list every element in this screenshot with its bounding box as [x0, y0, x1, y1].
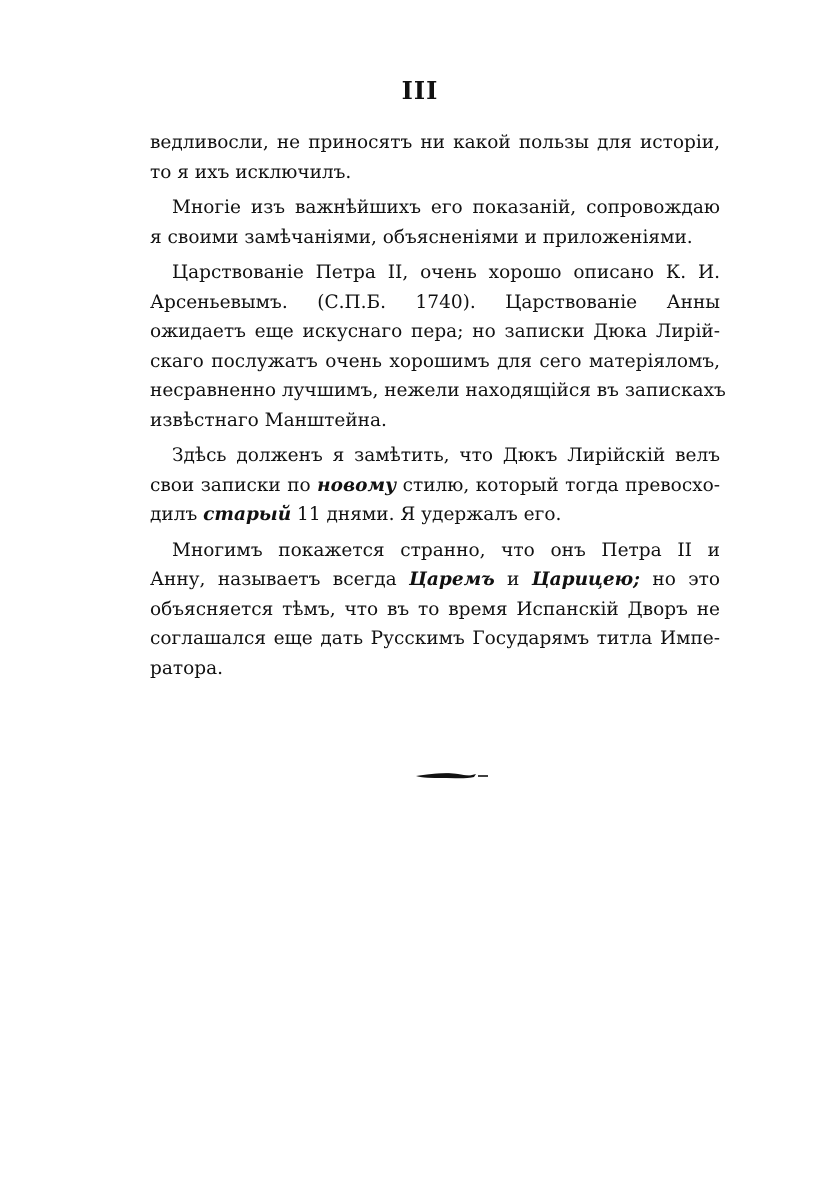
- paragraph-line: то я ихъ исключилъ.: [150, 161, 352, 183]
- text-run: свои записки по: [150, 474, 318, 496]
- paragraph-2: [150, 193, 720, 252]
- page-number: III: [401, 76, 439, 105]
- paragraph-1: [150, 128, 720, 187]
- paragraph-line: ожидаетъ еще искуснаго пера; но записки Дюка Лирій-: [150, 321, 720, 342]
- paragraph-line: Здѣсь долженъ я замѣтить, что Дюкъ Лирійскій велъ: [172, 445, 720, 466]
- text-run: 11 днями. Я удержалъ его.: [291, 504, 562, 525]
- paragraph-line: [150, 565, 720, 595]
- paragraph-line: ведливосли, не приносятъ ни какой пользы для исторіи,: [150, 132, 720, 153]
- text-run: но это: [640, 569, 721, 590]
- paragraph-3: [150, 258, 726, 435]
- paragraph-line: несравненно лучшимъ, нежели находящійся въ запискахъ: [150, 380, 726, 401]
- text-run: дилъ: [150, 504, 204, 525]
- text-run: стилю, который тогда превосхо-: [396, 474, 720, 496]
- emphasis-tsar: Царемъ: [409, 569, 495, 590]
- paragraph-line: извѣстнаго Манштейна.: [150, 409, 387, 431]
- paragraph-line: ратора.: [150, 657, 223, 679]
- paragraph-line: Арсеньевымъ. (С.П.Б. 1740). Царствованіе Анны: [150, 291, 720, 313]
- emphasis-old-style: старый: [203, 504, 292, 525]
- paragraph-line: [150, 471, 720, 501]
- paragraph-line: скаго послужатъ очень хорошимъ для сего матеріяломъ,: [150, 350, 720, 372]
- emphasis-new-style: новому: [317, 474, 397, 496]
- end-ornament-icon: [414, 768, 490, 782]
- paragraph-line: [150, 500, 720, 530]
- paragraph-line: я своими замѣчаніями, объясненіями и приложеніями.: [150, 226, 693, 248]
- text-run: и: [494, 569, 532, 590]
- paragraph-5: [150, 536, 720, 684]
- paragraph-line: объясняется тѣмъ, что въ то время Испанскій Дворъ не: [150, 598, 720, 620]
- paragraph-line: Многіе изъ важнѣйшихъ его показаній, сопровождаю: [172, 197, 720, 218]
- paragraph-line: соглашался еще дать Русскимъ Государямъ титла Импе-: [150, 628, 720, 649]
- text-run: Анну, называетъ всегда: [150, 569, 410, 590]
- emphasis-tsaritsa: Царицею;: [531, 569, 641, 590]
- paragraph-line: Многимъ покажется странно, что онъ Петра II и: [172, 539, 720, 561]
- page-body-text: [150, 128, 726, 689]
- paragraph-line: Царствованіе Петра II, очень хорошо описано К. И.: [172, 262, 720, 283]
- paragraph-4: [150, 441, 720, 530]
